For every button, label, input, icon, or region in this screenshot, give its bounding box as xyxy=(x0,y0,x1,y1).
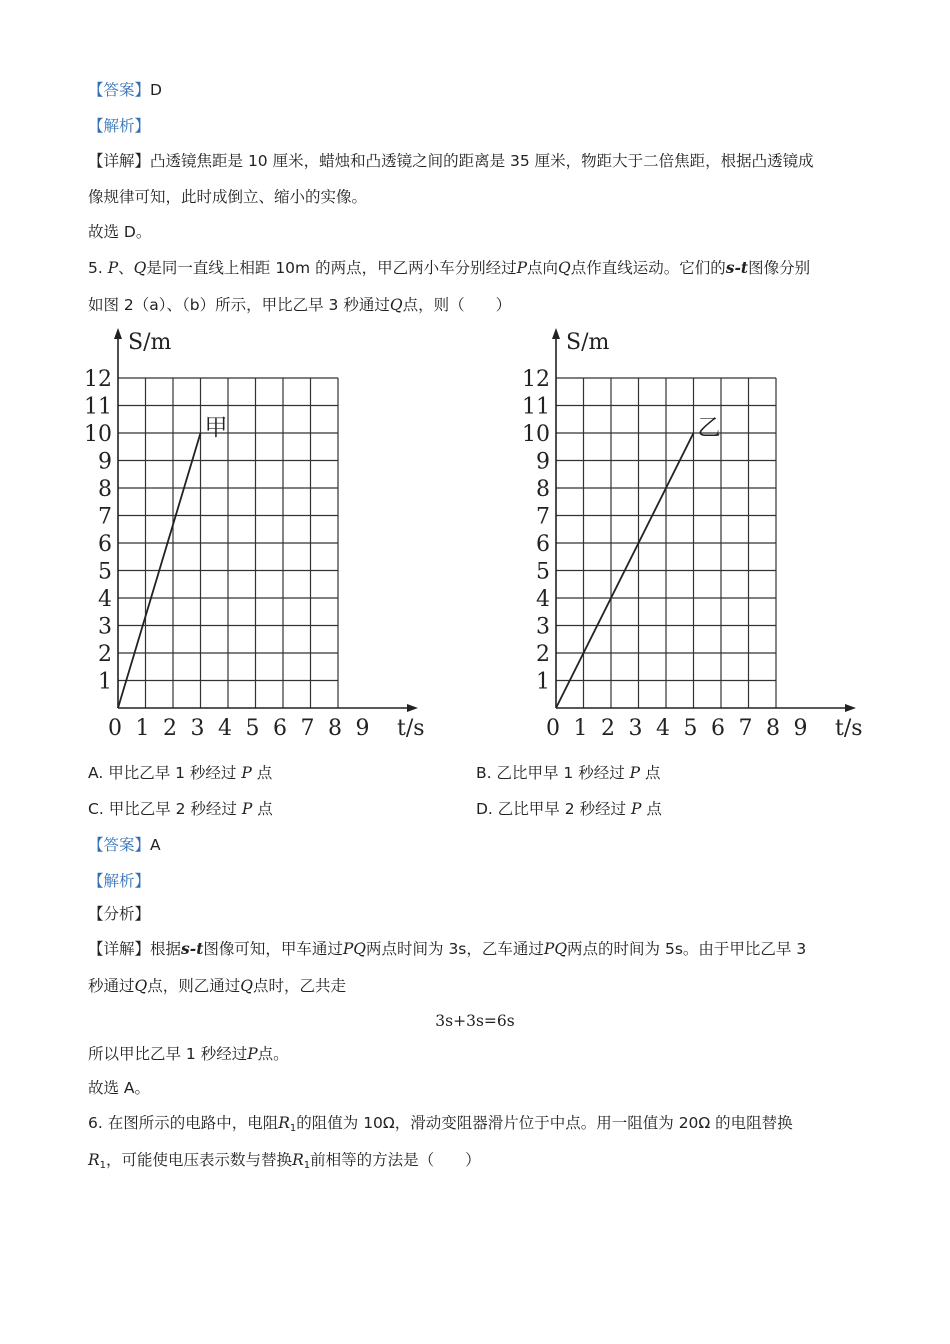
detail-text: 凸透镜焦距是 10 厘米，蜡烛和凸透镜之间的距离是 35 厘米，物距大于二倍焦距，根据凸透镜成 xyxy=(150,152,814,170)
q5-answer-line: 【答案】A xyxy=(88,836,161,854)
option-a[interactable]: A. 甲比乙早 1 秒经过 P 点 xyxy=(88,764,273,782)
x-tick-label: 4 xyxy=(656,716,670,741)
series-label: 乙 xyxy=(697,415,721,441)
y-tick-label: 3 xyxy=(98,614,112,640)
q4-detail-line-1 xyxy=(88,151,814,171)
y-tick-label: 6 xyxy=(98,532,112,557)
q4-analysis-line xyxy=(88,116,150,136)
x-tick-label: 0 xyxy=(546,716,560,741)
x-axis-label: t/s xyxy=(397,716,425,741)
q4-answer-line xyxy=(88,80,162,100)
y-tick-label: 5 xyxy=(98,559,112,585)
y-tick-label: 4 xyxy=(98,587,112,612)
y-tick-label: 5 xyxy=(536,559,550,585)
y-tick-label: 4 xyxy=(536,587,550,612)
answer-value: D xyxy=(150,81,162,99)
y-tick-label: 9 xyxy=(98,449,112,475)
x-tick-label: 7 xyxy=(300,716,315,741)
q5-stem-line-1: 5. P、Q是同一直线上相距 10m 的两点，甲乙两小车分别经过P点向Q点作直线运动。它们的s-t图像分别 xyxy=(88,258,811,277)
y-tick-label: 11 xyxy=(522,394,550,420)
answer-tag: 【答案】 xyxy=(88,81,151,99)
y-tick-label: 9 xyxy=(536,449,550,475)
x-tick-label: 7 xyxy=(738,716,753,741)
q5-analysis-line: 【解析】 xyxy=(88,872,151,890)
x-axis-label: t/s xyxy=(835,716,863,741)
st-graph-b xyxy=(522,325,863,745)
x-tick-label: 1 xyxy=(573,716,588,741)
x-tick-label: 2 xyxy=(601,716,615,741)
x-tick-label: 0 xyxy=(108,716,122,741)
q5-detail-line-2: 秒通过Q点，则乙通过Q点时，乙共走 xyxy=(88,977,346,995)
x-tick-label: 9 xyxy=(355,716,370,741)
x-tick-label: 4 xyxy=(218,716,232,741)
q5-equation: 3s+3s=6s xyxy=(435,1012,515,1030)
y-tick-label: 12 xyxy=(84,367,112,392)
y-tick-label: 2 xyxy=(98,642,112,667)
x-tick-label: 8 xyxy=(328,716,342,741)
x-tick-label: 8 xyxy=(766,716,780,741)
x-tick-label: 5 xyxy=(683,716,698,741)
y-tick-label: 3 xyxy=(536,614,550,640)
y-tick-label: 10 xyxy=(84,422,112,447)
series-label: 甲 xyxy=(204,415,228,441)
y-axis-label: S/m xyxy=(128,330,172,355)
q4-conclusion: 故选 D。 xyxy=(88,223,152,241)
answer-value: A xyxy=(150,836,161,854)
x-axis-arrow xyxy=(407,704,418,712)
y-tick-label: 6 xyxy=(536,532,550,557)
option-b[interactable]: B. 乙比甲早 1 秒经过 P 点 xyxy=(476,764,661,782)
x-tick-label: 3 xyxy=(190,716,205,741)
y-axis-arrow xyxy=(552,328,560,339)
y-tick-label: 8 xyxy=(98,477,112,502)
q5-stem-line-2: 如图 2（a）、（b）所示，甲比乙早 3 秒通过Q点，则（ ） xyxy=(88,296,512,314)
y-tick-label: 8 xyxy=(536,477,550,502)
q6-stem-line-2: $R_1$，可能使电压表示数与替换$R_1$前相等的方法是（ ） xyxy=(88,1151,481,1171)
x-tick-label: 6 xyxy=(711,716,725,741)
q5-analysis-label: 【分析】 xyxy=(88,905,151,923)
x-axis-arrow xyxy=(845,704,856,712)
x-tick-label: 3 xyxy=(628,716,643,741)
x-tick-label: 1 xyxy=(135,716,150,741)
y-tick-label: 1 xyxy=(536,669,550,695)
x-tick-label: 6 xyxy=(273,716,287,741)
x-tick-label: 5 xyxy=(245,716,260,741)
q5-conclusion: 故选 A。 xyxy=(88,1079,151,1097)
y-tick-label: 12 xyxy=(522,367,550,392)
y-tick-label: 7 xyxy=(536,504,550,530)
st-graph-a xyxy=(84,325,425,745)
y-axis-arrow xyxy=(114,328,122,339)
y-axis-label: S/m xyxy=(566,330,610,355)
y-tick-label: 1 xyxy=(98,669,112,695)
q4-detail-line-2: 像规律可知，此时成倒立、缩小的实像。 xyxy=(88,188,368,206)
analysis-tag: 【解析】 xyxy=(88,117,151,135)
detail-tag: 【详解】 xyxy=(88,152,151,170)
x-tick-label: 2 xyxy=(163,716,177,741)
y-tick-label: 2 xyxy=(536,642,550,667)
x-tick-label: 9 xyxy=(793,716,808,741)
y-tick-label: 7 xyxy=(98,504,112,530)
q5-detail-line-3: 所以甲比乙早 1 秒经过P点。 xyxy=(88,1045,289,1063)
option-c[interactable]: C. 甲比乙早 2 秒经过 P 点 xyxy=(88,800,273,818)
y-tick-label: 10 xyxy=(522,422,550,447)
q6-stem-line-1: 6. 在图所示的电路中，电阻$R_1$的阻值为 10Ω，滑动变阻器滑片位于中点。用一阻值为 20Ω 的电阻替换 xyxy=(88,1114,793,1134)
q5-detail-line-1: 【详解】根据s-t图像可知，甲车通过PQ两点时间为 3s，乙车通过PQ两点的时间为 5s。由于甲比乙早 3 xyxy=(88,939,807,958)
y-tick-label: 11 xyxy=(84,394,112,420)
option-d[interactable]: D. 乙比甲早 2 秒经过 P 点 xyxy=(476,800,662,818)
